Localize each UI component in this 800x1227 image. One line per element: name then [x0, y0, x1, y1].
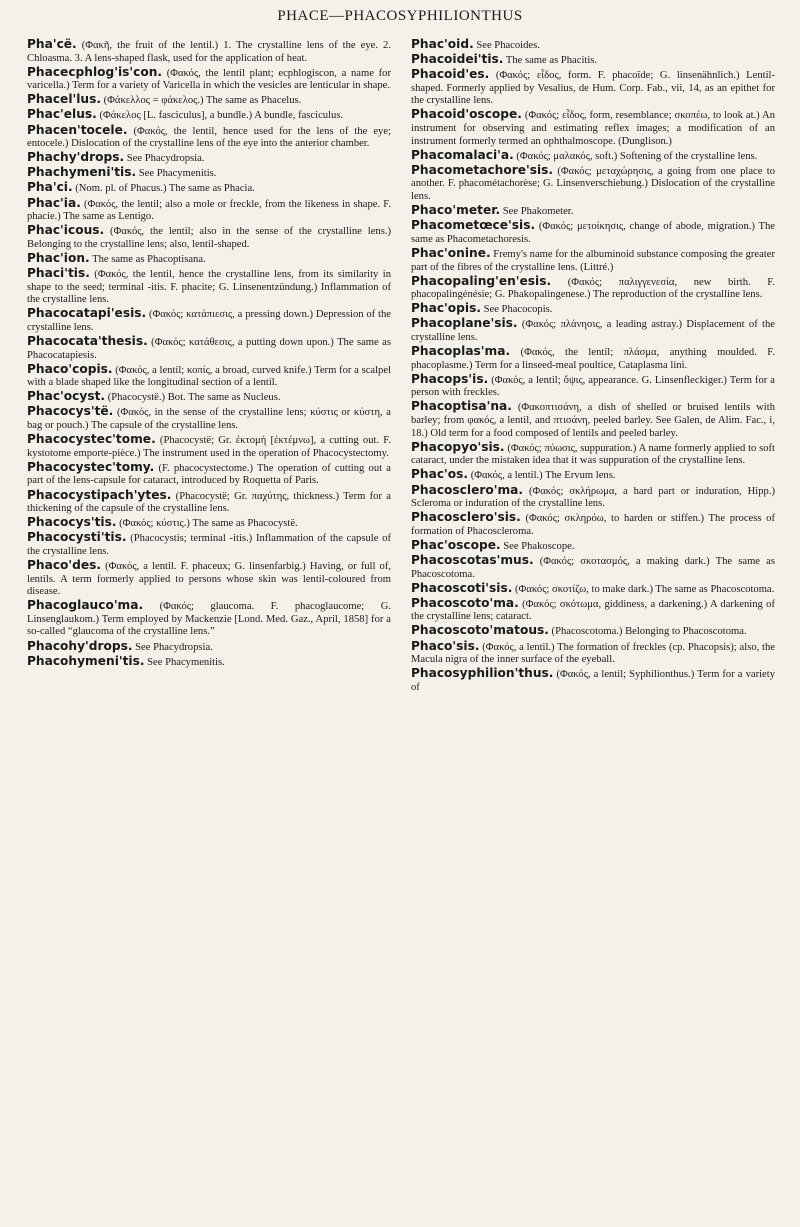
entry-definition: (Φακός, in the sense of the crystalline lens; κύστις or κύστη, a bag or pouch.) The capsule of the crystalline lens.: [27, 407, 391, 432]
entry-headword: Phacocysti'tis.: [27, 530, 127, 545]
entry-headword: Phacoscoto'matous.: [411, 623, 549, 638]
dictionary-entry: [411, 597, 775, 624]
dictionary-entry: [27, 461, 391, 488]
page-header: PHACE—PHACOSYPHILIONTHUS: [277, 8, 523, 24]
entry-headword: Phacoglauco'ma.: [27, 598, 144, 613]
entry-definition: (Φακός; μεταχώρησις, a going from one place to another. F. phacométachorèse; G. Linsenverschiebung.) Dislocation of the crystalline lens.: [411, 165, 775, 203]
entry-definition: See Phacydropsia.: [132, 641, 213, 653]
entry-headword: Phacops'is.: [411, 371, 489, 386]
dictionary-entry: [411, 441, 775, 468]
dictionary-entry: [27, 433, 391, 460]
dictionary-entry: [411, 554, 775, 581]
entry-headword: Phacomalaci'a.: [411, 147, 514, 162]
dictionary-entry: [27, 224, 391, 251]
entry-headword: Phacosclero'ma.: [411, 482, 524, 497]
entry-headword: Phacosyphilion'thus.: [411, 666, 554, 681]
entry-headword: Phacecphlog'is'con.: [27, 64, 163, 79]
dictionary-entry: [411, 68, 775, 108]
entry-headword: Phac'ion.: [27, 250, 90, 265]
entry-definition: (Φακός, the lentil, hence the crystalline lens, from its similarity in shape to the seed; terminal -itis. F. phacite; G. Linsenentzündung.) Inflammation of the crystalline lens.: [27, 269, 391, 306]
entry-definition: See Phakometer.: [500, 206, 574, 218]
entry-definition: (Φακός; σκλήρωμα, a hard part or induration, Hipp.) Scleroma or induration of the crystalline lens.: [411, 485, 775, 510]
entry-headword: Phac'ia.: [27, 195, 81, 210]
entry-definition: (Φακός, a lentil; κοπίς, a broad, curved knife.) Term for a scalpel with a blade shaped like the longitudinal section of a lentil.: [27, 364, 391, 389]
dictionary-entry: [411, 468, 775, 483]
entry-definition: (Phacocystë; Gr. παχύτης, thickness.) Term for a thickening of the capsule of the crystalline lens.: [27, 490, 391, 515]
entry-headword: Phac'os.: [411, 467, 469, 482]
dictionary-entry: [27, 151, 391, 166]
dictionary-entry: [411, 345, 775, 372]
entry-headword: Phaci'tis.: [27, 266, 90, 280]
entry-headword: Phacoptisa'na.: [411, 399, 512, 414]
dictionary-entry: [27, 166, 391, 181]
entry-definition: (Φακός; σκοτασμός, a making dark.) The same as Phacoscotoma.: [411, 555, 775, 580]
entry-headword: Phac'elus.: [27, 107, 97, 122]
entry-definition: See Phacocopis.: [480, 304, 553, 316]
dictionary-entry: [27, 559, 391, 599]
dictionary-entry: [411, 400, 775, 440]
dictionary-entry: [27, 390, 391, 405]
entry-definition: (Φακός; εἶδος, form, resemblance; σκοπέω, to look at.) An instrument for observing and estimating reflex images; a modification of an instrument formerly termed an ophthalmoscope. (Dunglison.): [411, 110, 775, 147]
dictionary-entry: [411, 247, 775, 274]
entry-definition: (Φακός, a lentil; ὄψις, appearance. G. Linsenfleckiger.) Term for a person with freckles.: [411, 374, 775, 399]
entry-definition: (Nom. pl. of Phacus.) The same as Phacia.: [72, 183, 255, 195]
entry-headword: Phacoidei'tis.: [411, 52, 504, 67]
entry-definition: (Φακός; εἶδος, form. F. phacoïde; G. linsenähnlich.) Lentil-shaped. Formerly applied by Vesalius, de Hum. Corp. Fab., vii, 14, as an epithet for the crystalline lens.: [411, 70, 775, 107]
entry-headword: Phac'opis.: [411, 301, 481, 316]
entry-definition: (Φακός; μαλακός, soft.) Softening of the crystalline lens.: [513, 150, 758, 162]
dictionary-entry: [27, 66, 391, 93]
entry-headword: Phacometachore'sis.: [411, 162, 554, 177]
entry-definition: The same as Phacitis.: [503, 55, 598, 67]
entry-headword: Phacopyo'sis.: [411, 439, 505, 454]
dictionary-entry: [411, 108, 775, 148]
entry-definition: See Phacymenitis.: [144, 656, 225, 668]
dictionary-entry: [27, 38, 391, 65]
dictionary-entry: [27, 405, 391, 432]
entry-headword: Phaco'copis.: [27, 361, 113, 376]
entry-definition: (Φακός; πύωσις, suppuration.) A name formerly applied to soft cataract, under the mistaken idea that it was suppuration of the crystalline lens.: [411, 442, 775, 467]
entry-headword: Phacocys'tis.: [27, 515, 117, 530]
entry-definition: (Phacoscotoma.) Belonging to Phacoscotoma.: [548, 626, 747, 638]
entry-headword: Phachymeni'tis.: [27, 165, 137, 180]
dictionary-entry: [27, 640, 391, 655]
entry-headword: Phacocystipach'ytes.: [27, 487, 172, 502]
dictionary-entry: [411, 149, 775, 164]
dictionary-entry: [411, 667, 775, 694]
entry-headword: Phac'ocyst.: [27, 389, 106, 404]
dictionary-entry: [27, 93, 391, 108]
dictionary-entry: [27, 335, 391, 362]
dictionary-entry: [27, 516, 391, 531]
entry-headword: Phacocata'thesis.: [27, 333, 148, 348]
entry-definition: Fremy's name for the albuminoid substance composing the greater part of the fibres of the crystalline lens. (Littré.): [411, 248, 775, 273]
entry-headword: Phacen'tocele.: [27, 122, 128, 137]
entry-definition: (Φακός, the lentil; πλάσμα, anything moulded. F. phacoplasme.) Term for a linseed-meal poultice, Cataplasma lini.: [411, 347, 775, 371]
dictionary-entry: [27, 252, 391, 267]
entry-definition: (Phacocystë; Gr. ἐκτομή [ἐκτέμνω], a cutting out. F. kystotome emporte-pièce.) The instrument used in the operation of Phacocystectomy.: [27, 435, 391, 459]
dictionary-entry: [27, 124, 391, 151]
dictionary-entry: [411, 38, 775, 53]
entry-headword: Pha'cë.: [27, 37, 77, 51]
dictionary-entry: [27, 531, 391, 558]
entry-headword: Phacoscoto'ma.: [411, 595, 519, 610]
entry-headword: Phacosclero'sis.: [411, 510, 521, 525]
entry-headword: Phaco'meter.: [411, 203, 501, 218]
entry-headword: Phachy'drops.: [27, 150, 125, 165]
dictionary-entry: [411, 582, 775, 597]
entry-headword: Phacoscotas'mus.: [411, 552, 534, 567]
entry-definition: (Φάκελλος = φάκελος.) The same as Phacelus.: [100, 95, 302, 107]
entry-definition: (Φακός, a lentil; Syphilionthus.) Term for a variety of: [411, 669, 775, 693]
entry-headword: Phac'oscope.: [411, 537, 501, 552]
dictionary-entry: [27, 307, 391, 334]
entry-definition: See Phacoides.: [473, 40, 540, 51]
dictionary-entry: [411, 275, 775, 302]
dictionary-entry: [411, 373, 775, 400]
dictionary-entry: [411, 219, 775, 246]
entry-headword: Phac'onine.: [411, 245, 491, 260]
entry-definition: (Φακός; σκοτίζω, to make dark.) The same as Phacoscotoma.: [512, 583, 775, 595]
entry-definition: (Φακός; glaucoma. F. phacoglaucome; G. Linsenglaukom.) Term employed by Mackenzie [Lond. Med. Gaz., April, 1858] for a so-called “glaucoma of the crystalline lens.”: [27, 601, 391, 638]
entry-headword: Phacoplane'sis.: [411, 316, 518, 331]
entry-headword: Phacoscoti'sis.: [411, 580, 513, 595]
entry-headword: Phacocystec'tome.: [27, 432, 156, 447]
entry-definition: The same as Phacoptisana.: [89, 253, 206, 265]
entry-definition: (Φακός, a lentil.) The formation of freckles (cp. Phacopsis); also, the Macula nigra of the inner surface of the eyeball.: [411, 641, 775, 666]
entry-definition: (Φακός; μετοίκησις, change of abode, migration.) The same as Phacometachoresis.: [411, 221, 775, 245]
dictionary-entry: [411, 53, 775, 68]
dictionary-entry: [27, 108, 391, 123]
entry-headword: Phaco'sis.: [411, 638, 480, 653]
entry-headword: Phacohymeni'tis.: [27, 653, 145, 668]
entry-definition: (F. phacocystectome.) The operation of cutting out a part of the lens-capsule for cataract, introduced by Roquetta of Paris.: [27, 462, 391, 487]
dictionary-entry: [411, 302, 775, 317]
entry-headword: Phacometœce'sis.: [411, 218, 536, 233]
entry-headword: Phacocys'të.: [27, 404, 114, 419]
dictionary-entry: [27, 267, 391, 307]
entry-definition: (Φακός; κατάθεσις, a putting down upon.) The same as Phacocatapiesis.: [27, 336, 391, 361]
entry-definition: (Phacocystë.) Bot. The same as Nucleus.: [105, 392, 281, 404]
entry-definition: (Φάκελος [L. fasciculus], a bundle.) A bundle, fasciculus.: [96, 110, 344, 122]
entry-definition: See Phakoscope.: [500, 540, 575, 552]
dictionary-entry: [411, 164, 775, 204]
entry-headword: Phaco'des.: [27, 557, 102, 572]
entry-definition: (Phacocystis; terminal -itis.) Inflammation of the capsule of the crystalline lens.: [27, 533, 391, 557]
entry-headword: Phacel'lus.: [27, 92, 101, 107]
entry-headword: Phacohy'drops.: [27, 638, 133, 653]
dictionary-entry: [411, 539, 775, 554]
entry-definition: See Phacydropsia.: [124, 153, 205, 165]
entry-headword: Phacoid'es.: [411, 67, 490, 82]
entry-headword: Phac'oid.: [411, 37, 474, 51]
dictionary-entry: [411, 204, 775, 219]
entry-definition: (Φακός; σκληρόω, to harden or stiffen.) The process of formation of Phacoscleroma.: [411, 513, 775, 537]
dictionary-entry: [27, 181, 391, 196]
entry-definition: (Φακός, the lentil plant; ecphlogiscon, a name for varicella.) Term for a variety of Varicella in which the vesicles are lenticular in shape.: [27, 67, 391, 92]
entry-definition: (Φακῆ, the fruit of the lentil.) 1. The crystalline lens of the eye. 2. Chloasma. 3. A lens-shaped flask, used for the application of heat.: [27, 40, 391, 64]
dictionary-entry: [27, 599, 391, 639]
entry-definition: (Φακός, the lentil, hence used for the lens of the eye; entocele.) Dislocation of the crystalline lens of the eye into the anterior chamber.: [27, 125, 391, 150]
right-column: [411, 38, 775, 695]
entry-headword: Phacoid'oscope.: [411, 107, 522, 122]
dictionary-entry: [27, 197, 391, 224]
left-column: [27, 38, 391, 670]
entry-definition: (Φακός; κατάπιεσις, a pressing down.) Depression of the crystalline lens.: [27, 309, 391, 333]
dictionary-entry: [411, 317, 775, 344]
entry-definition: (Φακός; σκότωμα, giddiness, a darkening.) A darkening of the crystalline lens; cataract.: [411, 598, 775, 623]
entry-headword: Pha'ci.: [27, 180, 73, 195]
dictionary-entry: [411, 511, 775, 538]
entry-definition: See Phacymenitis.: [136, 168, 217, 180]
dictionary-entry: [27, 489, 391, 516]
entry-definition: (Φακός; παλιγγενεσία, new birth. F. phacopalingénésie; G. Phakopalingenese.) The reproduction of the crystalline lens.: [411, 276, 775, 301]
entry-definition: (Φακοπτισάνη, a dish of shelled or bruised lentils with barley; from φακός, a lentil, and πτισάνη, peeled barley. See Galen, de Alim. Fac., i, 18.) Old term for a food composed of lentils and peeled barley.: [411, 402, 775, 439]
entry-headword: Phacopaling'en'esis.: [411, 273, 552, 288]
entry-definition: (Φακός, the lentil; also in the sense of the crystalline lens.) Belonging to the crystalline lens; also, lentil-shaped.: [27, 226, 391, 250]
dictionary-entry: [27, 363, 391, 390]
dictionary-entry: [411, 640, 775, 667]
entry-headword: Phacocystec'tomy.: [27, 459, 155, 474]
dictionary-entry: [411, 624, 775, 639]
entry-definition: (Φακός; πλάνησις, a leading astray.) Displacement of the crystalline lens.: [411, 319, 775, 343]
entry-headword: Phacoplas'ma.: [411, 344, 511, 359]
entry-headword: Phacocatapi'esis.: [27, 306, 147, 321]
entry-definition: (Φακός, the lentil; also a mole or freckle, from the likeness in shape. F. phacie.) The same as Lentigo.: [27, 198, 391, 223]
dictionary-entry: [411, 484, 775, 511]
entry-definition: (Φακός; κύστις.) The same as Phacocystë.: [116, 518, 298, 530]
entry-definition: (Φακός, a lentil. F. phaceux; G. linsenfarbig.) Having, or full of, lentils. A term formerly applied to persons whose skin was lentil-coloured from disease.: [27, 560, 391, 598]
entry-headword: Phac'icous.: [27, 223, 105, 238]
entry-definition: (Φακός, a lentil.) The Ervum lens.: [468, 470, 616, 482]
dictionary-entry: [27, 655, 391, 670]
